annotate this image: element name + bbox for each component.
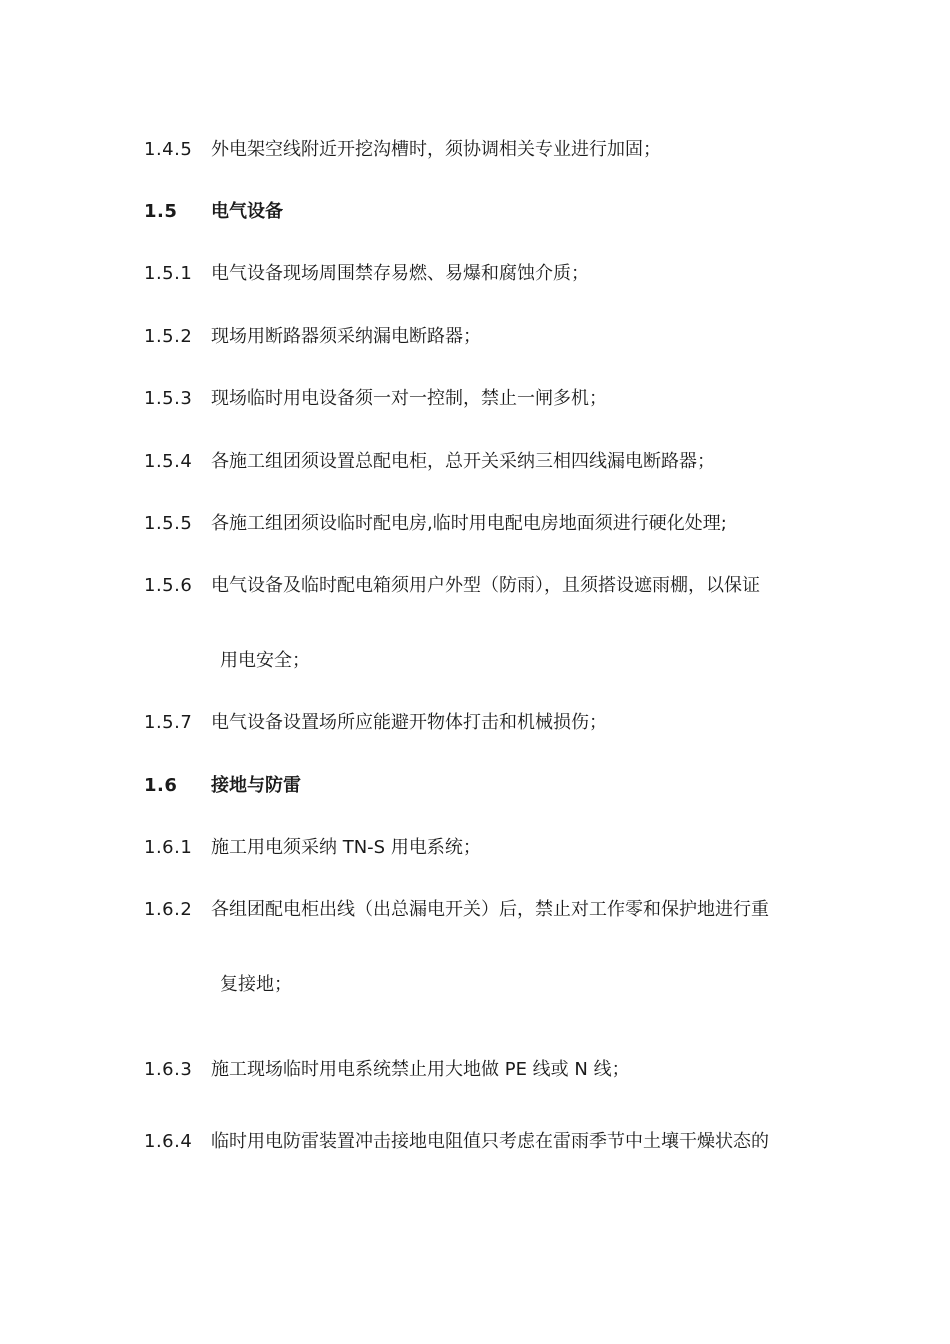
- section-heading-1-6: [144, 774, 301, 798]
- clause-1-5-2: [144, 325, 481, 349]
- clause-number: 1.5.4: [144, 451, 193, 472]
- clause-1-5-4: [144, 450, 715, 474]
- clause-text: 电气设备现场周围禁存易燃、易爆和腐蚀介质；: [211, 263, 589, 284]
- clause-text: 各组团配电柜出线（出总漏电开关）后，禁止对工作零和保护地进行重: [211, 899, 769, 920]
- section-heading-1-5: [144, 200, 283, 224]
- clause-text: 电气设备及临时配电箱须用户外型（防雨），且须搭设遮雨棚，以保证: [211, 575, 760, 596]
- clause-number: 1.5.1: [144, 263, 193, 284]
- clause-1-6-4: [144, 1130, 769, 1154]
- clause-text: 临时用电防雷装置冲击接地电阻值只考虑在雷雨季节中土壤干燥状态的: [211, 1131, 769, 1152]
- clause-text: 施工现场临时用电系统禁止用大地做 PE 线或 N 线；: [211, 1059, 630, 1080]
- clause-1-6-2: [144, 898, 769, 922]
- clause-number: 1.6.2: [144, 899, 193, 920]
- clause-number: 1.6.4: [144, 1131, 193, 1152]
- clause-1-5-1: [144, 262, 589, 286]
- clause-text: 外电架空线附近开挖沟槽时，须协调相关专业进行加固；: [211, 139, 661, 160]
- clause-1-5-5: [144, 512, 727, 536]
- clause-number: 1.5.3: [144, 388, 193, 409]
- clause-text: 现场临时用电设备须一对一控制，禁止一闸多机；: [211, 388, 607, 409]
- clause-1-5-6: [144, 574, 760, 598]
- section-number: 1.6: [144, 775, 178, 796]
- clause-1-6-3: [144, 1058, 630, 1082]
- clause-1-6-1: [144, 836, 481, 860]
- clause-text: 各施工组团须设置总配电柜，总开关采纳三相四线漏电断路器；: [211, 451, 715, 472]
- clause-1-5-7: [144, 711, 607, 735]
- clause-text: 现场用断路器须采纳漏电断路器；: [211, 326, 481, 347]
- section-title: 电气设备: [211, 201, 283, 222]
- clause-text: 施工用电须采纳 TN-S 用电系统；: [211, 837, 481, 858]
- clause-text: 电气设备设置场所应能避开物体打击和机械损伤；: [211, 712, 607, 733]
- clause-1-5-3: [144, 387, 607, 411]
- section-number: 1.5: [144, 201, 178, 222]
- clause-number: 1.5.7: [144, 712, 193, 733]
- clause-number: 1.5.6: [144, 575, 193, 596]
- clause-number: 1.6.1: [144, 837, 193, 858]
- clause-1-6-2-continuation: 复接地；: [220, 974, 292, 995]
- clause-1-5-6-continuation: 用电安全；: [220, 650, 310, 671]
- clause-number: 1.5.5: [144, 513, 193, 534]
- section-title: 接地与防雷: [211, 775, 301, 796]
- clause-number: 1.4.5: [144, 139, 193, 160]
- clause-1-4-5: [144, 138, 661, 162]
- clause-text: 各施工组团须设临时配电房,临时用电配电房地面须进行硬化处理;: [211, 513, 727, 534]
- clause-number: 1.5.2: [144, 326, 193, 347]
- clause-number: 1.6.3: [144, 1059, 193, 1080]
